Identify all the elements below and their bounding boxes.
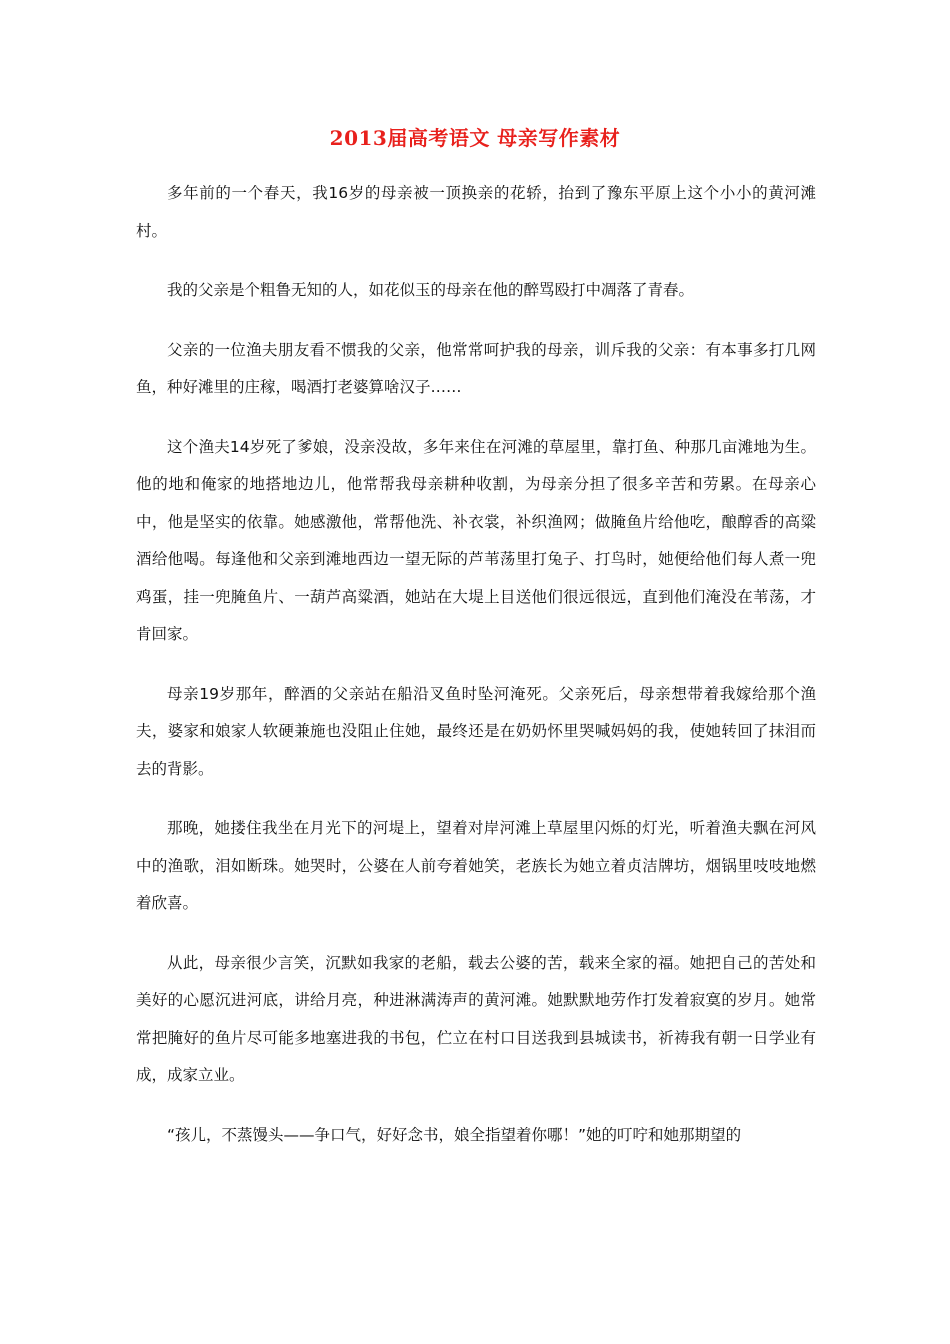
paragraph-4: 这个渔夫14岁死了爹娘，没亲没故，多年来住在河滩的草屋里，靠打鱼、种那几亩滩地为生。他的地和俺家的地搭地边儿，他常帮我母亲耕种收割，为母亲分担了很多辛苦和劳累。在母亲心中，他是坚实的依靠。她感激他，常帮他洗、补衣裳，补织渔网；做腌鱼片给他吃，酿醇香的高粱酒给他喝。每逢他和父亲到滩地西边一望无际的芦苇荡里打兔子、打鸟时，她便给他们每人煮一兜鸡蛋，挂一兜腌鱼片、一葫芦高粱酒，她站在大堤上目送他们很远很远，直到他们淹没在苇荡，才肯回家。 [136,437,816,643]
paragraph-5: 母亲19岁那年，醉酒的父亲站在船沿叉鱼时坠河淹死。父亲死后，母亲想带着我嫁给那个渔夫，婆家和娘家人软硬兼施也没阻止住她，最终还是在奶奶怀里哭喊妈妈的我，使她转回了抹泪而去的背影。 [136,684,816,778]
paragraph-6: 那晚，她搂住我坐在月光下的河堤上，望着对岸河滩上草屋里闪烁的灯光，听着渔夫飘在河风中的渔歌，泪如断珠。她哭时，公婆在人前夸着她笑，老族长为她立着贞洁牌坊，烟锅里吱吱地燃着欣喜。 [136,819,816,912]
document-body [136,175,816,1176]
paragraph-7: 从此，母亲很少言笑，沉默如我家的老船，载去公婆的苦，载来全家的福。她把自己的苦处和美好的心愿沉进河底，讲给月亮，种进淋满涛声的黄河滩。她默默地劳作打发着寂寞的岁月。她常常把腌好的鱼片尽可能多地塞进我的书包，伫立在村口目送我到县城读书，祈祷我有朝一日学业有成，成家立业。 [136,953,816,1084]
paragraph-3: 父亲的一位渔夫朋友看不惯我的父亲，他常常呵护我的母亲，训斥我的父亲：有本事多打几网鱼，种好滩里的庄稼，喝酒打老婆算啥汉子…… [136,340,816,396]
paragraph-1: 多年前的一个春天，我16岁的母亲被一顶换亲的花轿，抬到了豫东平原上这个小小的黄河滩村。 [136,184,816,240]
paragraph-8: “孩儿，不蒸馒头——争口气，好好念书，娘全指望着你哪！”她的叮咛和她那期望的 [167,1125,742,1144]
document-title: 2013届高考语文 母亲写作素材 [329,126,621,150]
paragraph-2: 我的父亲是个粗鲁无知的人，如花似玉的母亲在他的醉骂殴打中凋落了青春。 [167,281,695,299]
